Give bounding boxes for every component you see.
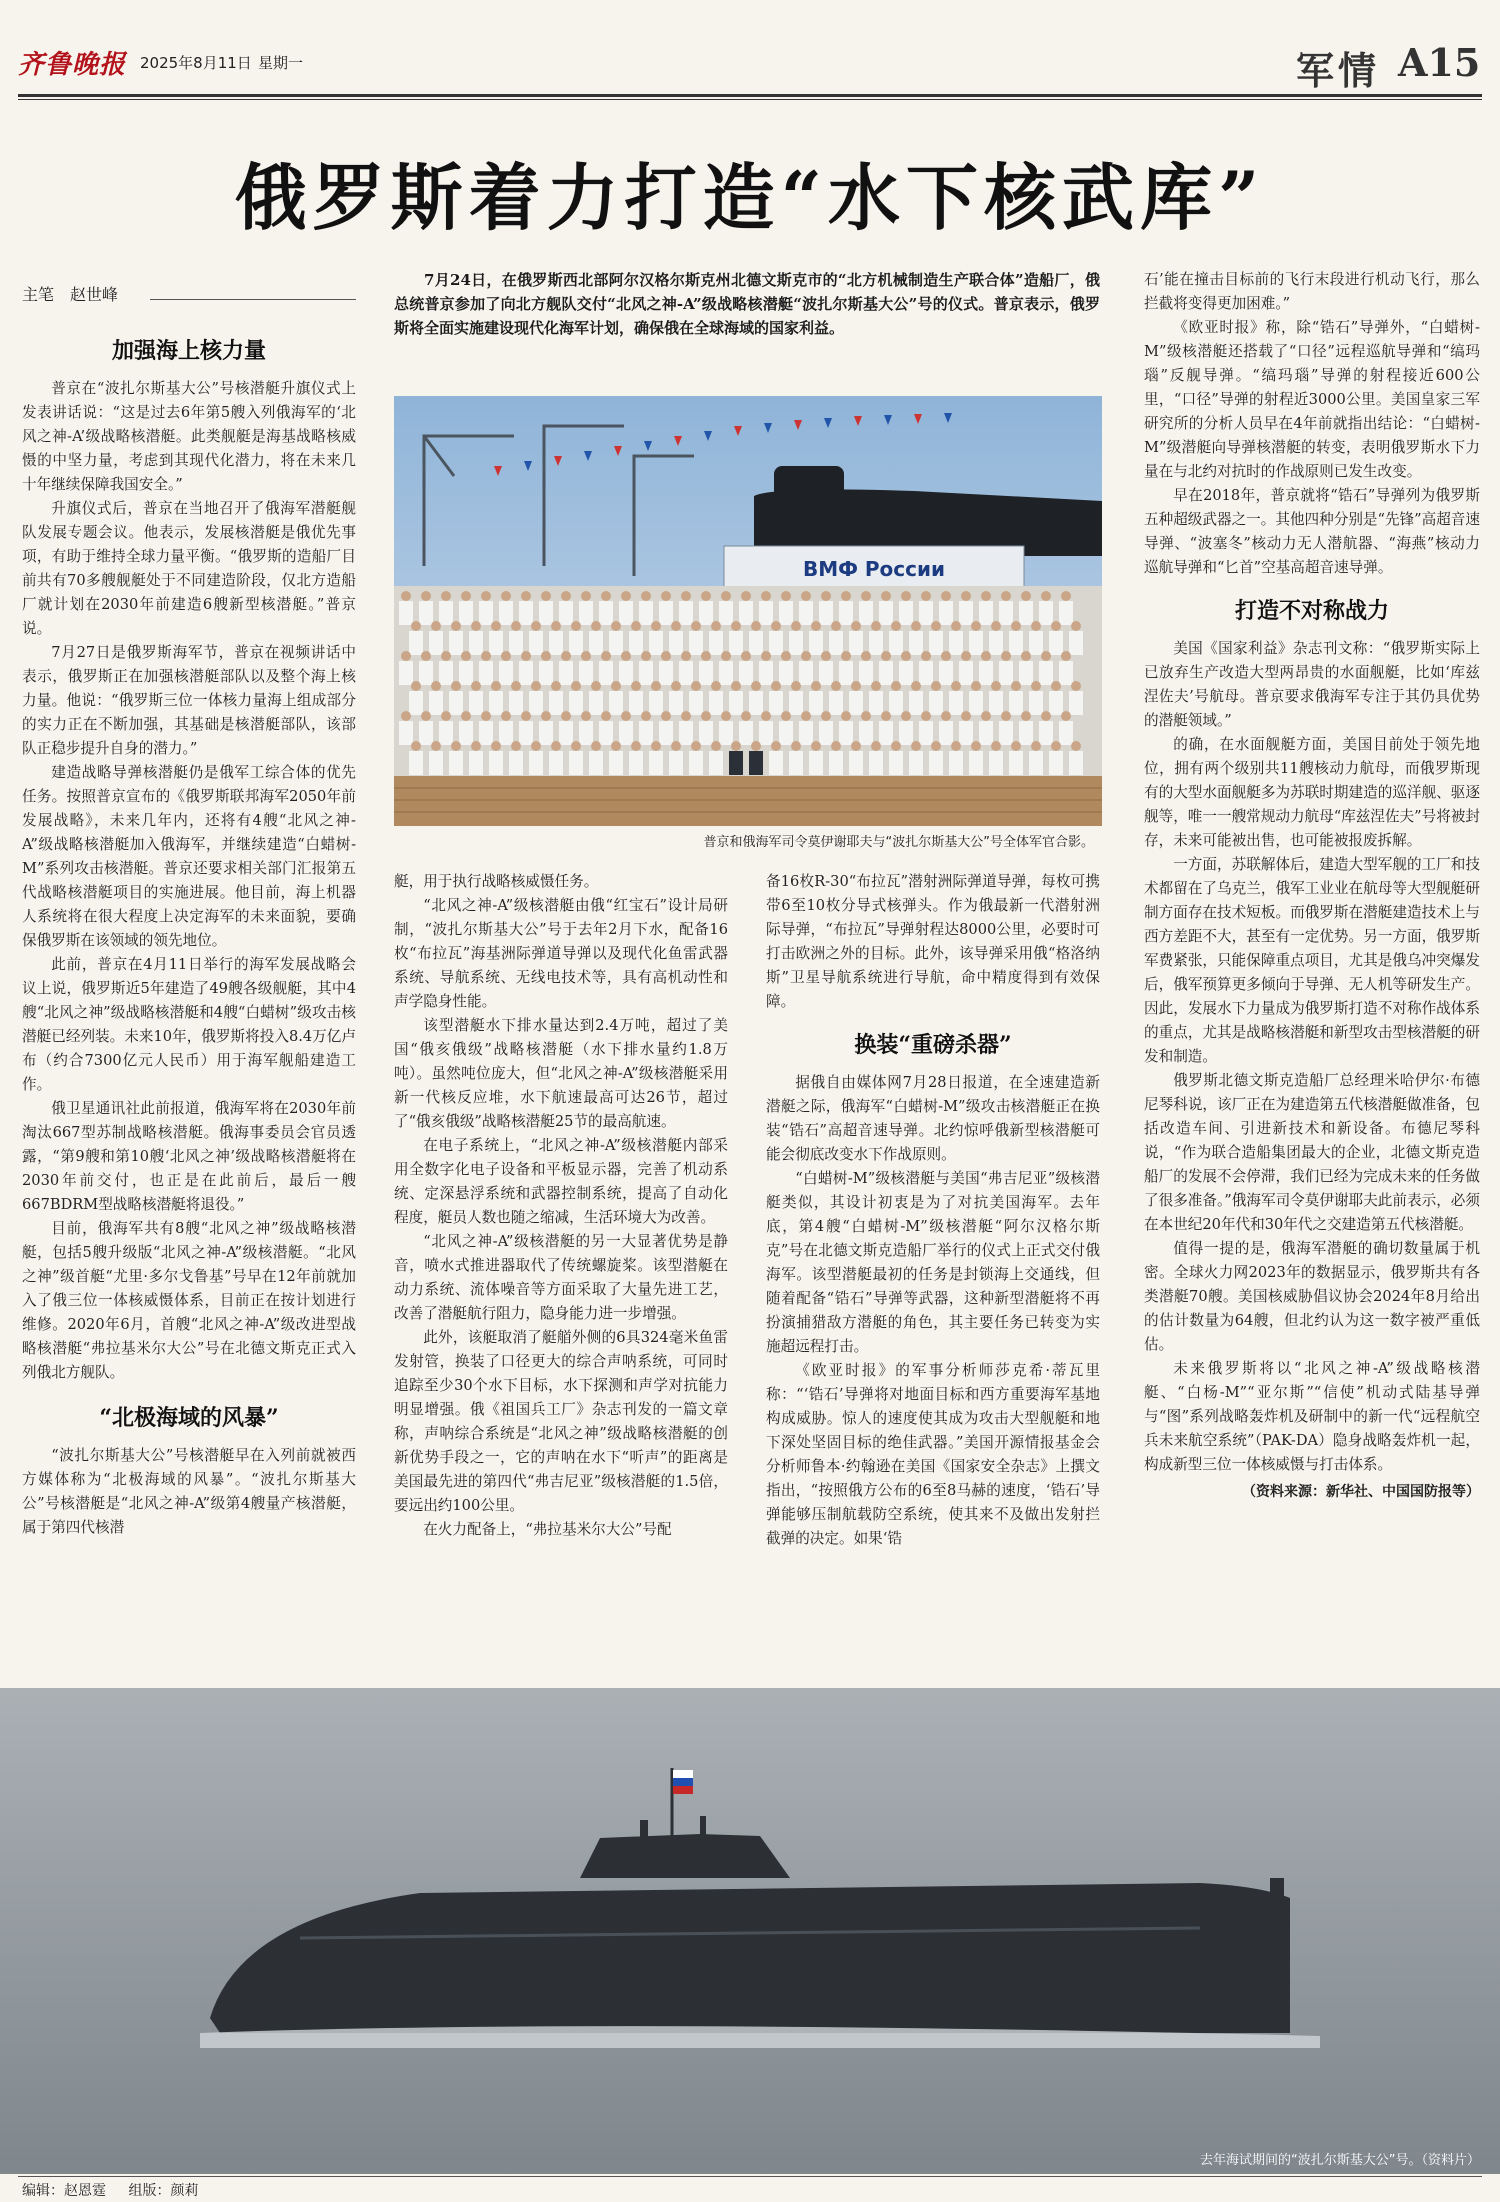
paragraph: 俄罗斯北德文斯克造船厂总经理米哈伊尔·布德尼琴科说，该厂正在为建造第五代核潜艇做准备，包括改造车间、引进新技术和新设备。布德尼琴科说，“作为联合造船集团最大的企业，北德文斯克造船厂的发展不会停滞，我们已经为完成未来的任务做了很多准备。”俄海军司令莫伊谢耶夫此前表示，必须在本世纪20年代和30年代之交建造第五代核潜艇。 [1144,1072,1480,1233]
paragraph: 一方面，苏联解体后，建造大型军舰的工厂和技术都留在了乌克兰，俄军工业业在航母等大型舰艇研制方面存在技术短板。而俄罗斯在潜艇建造技术上与西方差距不大，甚至有一定优势。另一方面，俄罗斯军费紧张，只能保障重点项目，尤其是俄乌冲突爆发后，俄军预算更多倾向于导弹、无人机等研发生产。因此，发展水下力量成为俄罗斯打造不对称作战体系的重点，尤其是战略核潜艇和新型攻击型核潜艇的研发和制造。 [1144,856,1480,1065]
paragraph: 此前，普京在4月11日举行的海军发展战略会议上说，俄罗斯近5年建造了49艘各级舰艇，其中4艘“北风之神”级战略核潜艇和4艘“白蜡树”级攻击核潜艇已经列装。未来10年，俄罗斯将投入8.4万亿卢布（约合7300亿元人民币）用于海军舰船建造工作。 [22,956,356,1093]
subhead-4: 打造不对称战力 [1234,598,1389,624]
paragraph: 未来俄罗斯将以“北风之神-A”级战略核潜艇、“白杨-M”“亚尔斯”“信使”机动式陆基导弹与“图”系列战略轰炸机及研制中的新一代“远程航空兵未来航空系统”（PAK-DA）隐身战略轰炸机一起，构成新型三位一体核威慑与打击体系。 [1144,1360,1480,1473]
paragraph: 升旗仪式后，普京在当地召开了俄海军潜艇舰队发展专题会议。他表示，发展核潜艇是俄优先事项，有助于维持全球力量平衡。“俄罗斯的造船厂目前共有70多艘舰艇处于不同建造阶段，仅北方造船厂就计划在2030年前建造6艘新型核潜艇。”普京说。 [22,500,356,637]
paragraph: “北风之神-A”级核潜艇由俄“红宝石”设计局研制，“波扎尔斯基大公”号于去年2月下水，配备16枚“布拉瓦”海基洲际弹道导弹以及现代化鱼雷武器系统、导航系统、无线电技术等，具有高机动性和声学隐身性能。 [394,897,728,1010]
subhead-1: 加强海上核力量 [111,338,266,364]
layout-credit: 组版：颜莉 [128,2183,199,2199]
paragraph: 普京在“波扎尔斯基大公”号核潜艇升旗仪式上发表讲话说：“这是过去6年第5艘入列俄海军的‘北风之神-A’级战略核潜艇。此类舰艇是海基战略核威慑的中坚力量，考虑到其现代化潜力，将在未来几十年继续保障我国安全。” [22,380,356,493]
paragraph: 俄卫星通讯社此前报道，俄海军将在2030年前淘汰667型苏制战略核潜艇。俄海事委员会官员透露，“第9艘和第10艘‘北风之神’级战略核潜艇将在2030年前交付，也正是在此前后，最后一艘667BDRM型战略核潜艇将退役。” [22,1100,356,1213]
group-photo [394,396,1102,854]
paragraph: “白蜡树-M”级核潜艇与美国“弗吉尼亚”级核潜艇类似，其设计初衷是为了对抗美国海军。去年底，第4艘“白蜡树-M”级核潜艇“阿尔汉格尔斯克”号在北德文斯克造船厂举行的仪式上正式交付俄海军。该型潜艇最初的任务是封锁海上交通线，但随着配备“锆石”导弹等武器，这种新型潜艇将不再扮演捕猎敌方潜艇的角色，其主要任务已转变为实施超远程打击。 [766,1170,1100,1355]
paragraph: 备16枚R-30“布拉瓦”潜射洲际弹道导弹，每枚可携带6至10枚分导式核弹头。作为俄最新一代潜射洲际导弹，“布拉瓦”导弹射程达8000公里，必要时可打击欧洲之外的目标。此外，该导弹采用俄“格洛纳斯”卫星导航系统进行导航，命中精度得到有效保障。 [766,873,1100,1010]
source-note: （资料来源：新华社、中国国防报等） [1242,1484,1480,1500]
editor-credit: 编辑：赵恩霆 [22,2183,106,2199]
paragraph: 石’能在撞击目标前的飞行末段进行机动飞行，那么拦截将变得更加困难。” [1144,271,1480,312]
page-number: A15 [1398,40,1481,85]
col4-body-1 [1144,268,1480,580]
paragraph: 该型潜艇水下排水量达到2.4万吨，超过了美国“俄亥俄级”战略核潜艇（水下排水量约1.8万吨）。虽然吨位庞大，但“北风之神-A”级核潜艇采用新一代核反应堆，水下航速最高可达26节，超过了“俄亥俄级”战略核潜艇25节的最高航速。 [394,1017,728,1130]
header-rule-thin [18,99,1482,100]
paragraph: 美国《国家利益》杂志刊文称：“俄罗斯实际上已放弃生产改造大型两昂贵的水面舰艇，比如‘库兹涅佐夫’号航母。普京要求俄海军专注于其仍具优势的潜艇领域。” [1144,640,1480,729]
column-2 [394,870,728,1542]
paragraph: 艇，用于执行战略核威慑任务。 [394,873,599,890]
page-headline: 俄罗斯着力打造“水下核武库” [234,155,1266,240]
submarine-photo-image [0,1688,1500,2174]
paragraph: 目前，俄海军共有8艘“北风之神”级战略核潜艇，包括5艘升级版“北风之神-A”级核潜艇。“北风之神”级首艇“尤里·多尔戈鲁基”号早在12年前就加入了俄三位一体核威慑体系，目前正在按计划进行维修。2020年6月，首艘“北风之神-A”级改进型战略核潜艇“弗拉基米尔大公”号在北德文斯克正式入列俄北方舰队。 [22,1220,356,1381]
paragraph: 在电子系统上，“北风之神-A”级核潜艇内部采用全数字化电子设备和平板显示器，完善了机动系统、定深悬浮系统和武器控制系统，提高了自动化程度，艇员人数也随之缩减，生活环境大为改善。 [394,1137,728,1226]
col1-body-2 [22,1444,356,1540]
paragraph: 建造战略导弹核潜艇仍是俄军工综合体的优先任务。按照普京宣布的《俄罗斯联邦海军2050年前发展战略》，未来几年内，还将有4艘“北风之神-A”级战略核潜艇加入俄海军，并继续建造“白蜡树-M”系列攻击核潜艇。普京还要求相关部门汇报第五代战略核潜艇项目的实施进展。他目前，海上机器人系统将在很大程度上决定海军的未来面貌，要确保俄罗斯在该领域的领先地位。 [22,764,356,949]
paragraph: “北风之神-A”级核潜艇的另一大显著优势是静音，喷水式推进器取代了传统螺旋桨。该型潜艇在动力系统、流体噪音等方面采取了大量先进工艺，改善了潜艇航行阻力，隐身能力进一步增强。 [394,1233,728,1322]
footer-credits [22,2180,198,2200]
submarine-photo [0,1688,1500,2174]
issue-weekday: 星期一 [258,54,304,72]
col3-body-2 [766,1071,1100,1551]
paragraph: 据俄自由媒体网7月28日报道，在全速建造新潜艇之际，俄海军“白蜡树-M”级攻击核潜艇正在换装“锆石”高超音速导弹。北约惊呼俄新型核潜艇可能会彻底改变水下作战原则。 [766,1074,1100,1163]
paragraph: 在火力配备上，“弗拉基米尔大公”号配 [423,1521,672,1538]
paragraph: 早在2018年，普京就将“锆石”导弹列为俄罗斯五种超级武器之一。其他四种分别是“先锋”高超音速导弹、“波塞冬”核动力无人潜航器、“海燕”核动力巡航导弹和“匕首”空基高超音速导弹。 [1144,487,1480,576]
col4-body-2 [1144,637,1480,1477]
paragraph: “波扎尔斯基大公”号核潜艇早在入列前就被西方媒体称为“北极海域的风暴”。“波扎尔斯基大公”号核潜艇是“北风之神-A”级第4艘量产核潜艇，属于第四代核潜 [22,1447,356,1536]
paragraph: 《欧亚时报》的军事分析师莎克希·蒂瓦里称：“‘锆石’导弹将对地面目标和西方重要海军基地构成威胁。惊人的速度使其成为攻击大型舰艇和地下深处坚固目标的绝佳武器。”美国开源情报基金会分析师鲁本·约翰逊在美国《国家安全杂志》上撰文指出，“按照俄方公布的6至8马赫的速度，‘锆石’导弹能够压制航载防空系统，使其来不及做出发射拦截弹的决定。如果‘锆 [766,1362,1100,1547]
paragraph: 值得一提的是，俄海军潜艇的确切数量属于机密。全球火力网2023年的数据显示，俄罗斯共有各类潜艇70艘。美国核威胁倡议协会2024年8月给出的估计数量为64艘，但北约认为这一数字被严重低估。 [1144,1240,1480,1353]
byline-rule [150,299,356,300]
col3-body-1 [766,870,1100,1014]
lead-text: 7月24日，在俄罗斯西北部阿尔汉格尔斯克州北德文斯克市的“北方机械制造生产联合体”造船厂，俄总统普京参加了向北方舰队交付“北风之神-A”级战略核潜艇“波扎尔斯基大公”号的仪式。普京表示，俄罗斯将全面实施建设现代化海军计划，确保俄在全球海域的国家利益。 [394,271,1100,337]
column-3 [766,870,1100,1551]
section-label: 军情 [1296,48,1381,93]
subhead-2: “北极海域的风暴” [99,1405,279,1431]
subhead-3: 换装“重磅杀器” [854,1032,1012,1058]
col1-body-1 [22,377,356,1385]
column-1 [22,334,356,1540]
column-4 [1144,268,1480,1501]
group-photo-image [394,396,1102,854]
paragraph: 的确，在水面舰艇方面，美国目前处于领先地位，拥有两个级别共11艘核动力航母，而俄罗斯现有的大型水面舰艇多为苏联时期建造的巡洋舰、驱逐舰等，唯一一艘常规动力航母“库兹涅佐夫”号将被封存，未来可能被出售，也可能被报废拆解。 [1144,736,1480,849]
byline: 主笔 赵世峰 [22,285,119,304]
issue-date: 2025年8月11日 [140,54,252,72]
paragraph: 此外，该艇取消了艇艏外侧的6具324毫米鱼雷发射管，换装了口径更大的综合声呐系统，可同时追踪至少30个水下目标，水下探测和声学对抗能力明显增强。俄《祖国兵工厂》杂志刊发的一篇文章称，声呐综合系统是“北风之神”级战略核潜艇的创新优势手段之一，它的声呐在水下“听声”的距离是美国最先进的第四代“弗吉尼亚”级核潜艇的1.5倍，要远出约100公里。 [394,1329,728,1514]
masthead-logo: 齐鲁晚报 [18,50,127,80]
banner-text: ВМФ России [802,557,946,581]
header-rule [18,94,1482,97]
submarine-photo-caption: 去年海试期间的“波扎尔斯基大公”号。（资料片） [1200,2153,1480,2168]
footer-rule [18,2176,1482,2177]
paragraph: 《欧亚时报》称，除“锆石”导弹外，“白蜡树-M”级核潜艇还搭载了“口径”远程巡航导弹和“缟玛瑙”反舰导弹。“缟玛瑙”导弹的射程接近600公里，“口径”导弹的射程近3000公里。美国皇家三军研究所的分析人员早在4年前就指出结论：“白蜡树-M”级潜艇向导弹核潜艇的转变，表明俄罗斯水下力量在与北约对抗时的作战原则已发生改变。 [1144,319,1480,480]
paragraph: 7月27日是俄罗斯海军节，普京在视频讲话中表示，俄罗斯正在加强核潜艇部队以及整个海上核力量。他说：“俄罗斯三位一体核力量海上组成部分的实力正在不断加强，其基础是核潜艇部队，该部队正稳步提升自身的潜力。” [22,644,356,757]
lead-paragraph [394,268,1100,340]
group-photo-caption: 普京和俄海军司令莫伊谢耶夫与“波扎尔斯基大公”号全体军官合影。 [703,835,1094,850]
